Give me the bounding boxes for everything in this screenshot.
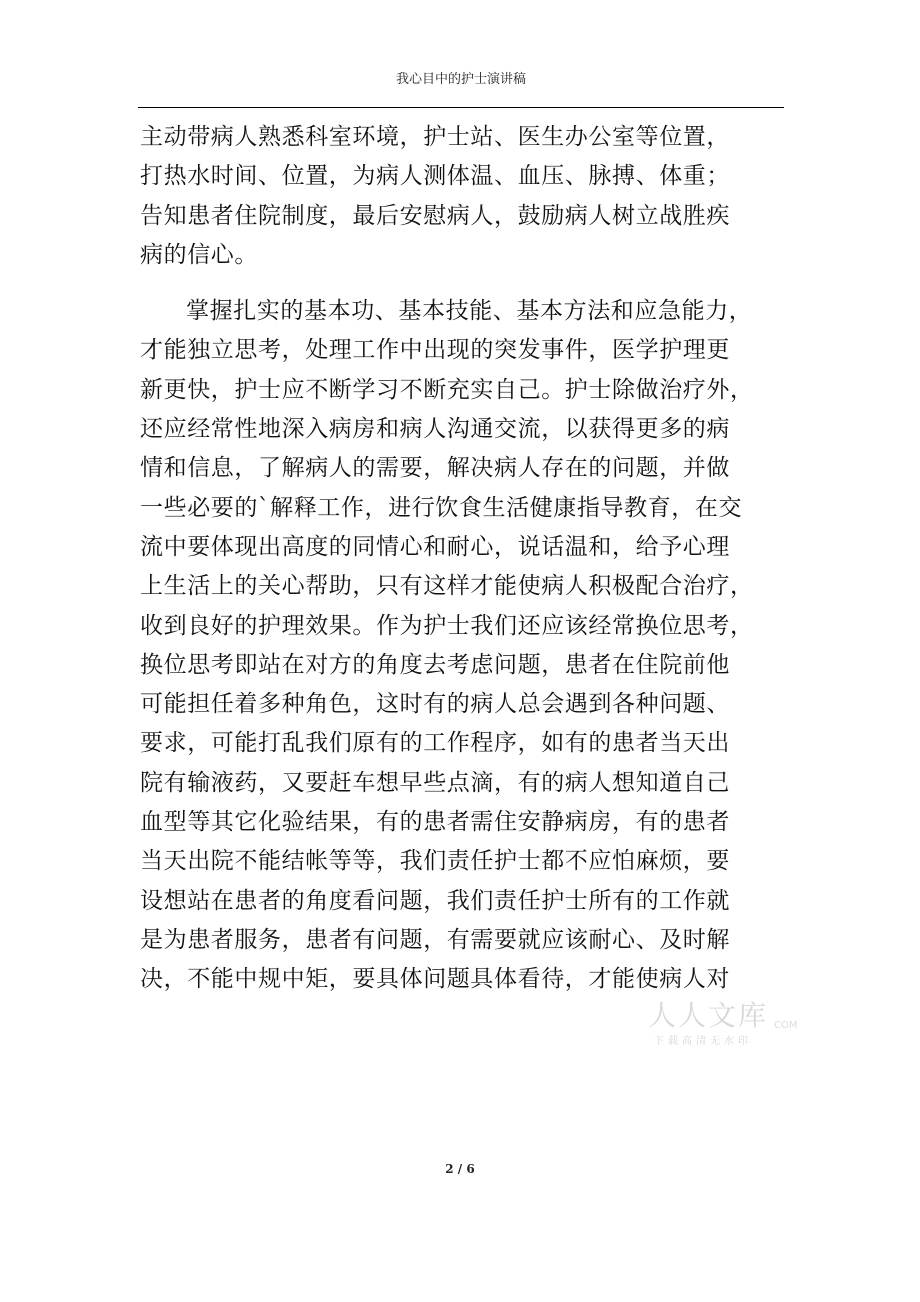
paragraph-2-line: 才能独立思考，处理工作中出现的突发事件，医学护理更 — [140, 337, 730, 364]
paragraph-1-line: 病的信心。 — [140, 241, 258, 268]
paragraph-2-line: 流中要体现出高度的同情心和耐心，说话温和，给予心理 — [140, 533, 730, 560]
paragraph-1-line: 主动带病人熟悉科室环境，护士站、医生办公室等位置， — [140, 124, 730, 150]
paragraph-2-line: 换位思考即站在对方的角度去考虑问题，患者在住院前他 — [140, 651, 730, 678]
paragraph-1-line: 告知患者住院制度，最后安慰病人，鼓励病人树立战胜疾 — [140, 202, 730, 229]
paragraph-2-line: 一些必要的`解释工作，进行饮食生活健康指导教育，在交 — [140, 494, 743, 521]
watermark-logo: 人人文库 — [648, 999, 769, 1032]
paragraph-2-line: 掌握扎实的基本功、基本技能、基本方法和应急能力， — [186, 298, 753, 325]
watermark-tagline: 下载高清无水印 — [654, 1036, 752, 1047]
page-number: 2 / 6 — [445, 1162, 475, 1176]
paragraph-2-line: 情和信息，了解病人的需要，解决病人存在的问题，并做 — [140, 455, 730, 482]
paragraph-2-line: 要求，可能打乱我们原有的工作程序，如有的患者当天出 — [140, 730, 730, 757]
watermark-suffix: COM — [774, 1020, 798, 1031]
paragraph-2-line: 可能担任着多种角色，这时有的病人总会遇到各种问题、 — [140, 691, 730, 718]
paragraph-2-line: 是为患者服务，患者有问题，有需要就应该耐心、及时解 — [140, 926, 730, 953]
paragraph-2-line: 院有输液药，又要赶车想早些点滴，有的病人想知道自己 — [140, 769, 730, 796]
paragraph-2-line: 设想站在患者的角度看问题，我们责任护士所有的工作就 — [140, 887, 730, 914]
page-header-title: 我心目中的护士演讲稿 — [395, 72, 526, 87]
paragraph-2-line: 当天出院不能结帐等等，我们责任护士都不应怕麻烦，要 — [140, 848, 730, 875]
paragraph-2-line: 收到良好的护理效果。作为护士我们还应该经常换位思考， — [140, 612, 754, 639]
paragraph-2-line: 血型等其它化验结果，有的患者需住安静病房，有的患者 — [140, 809, 730, 836]
header-divider — [138, 107, 784, 108]
paragraph-2-line: 还应经常性地深入病房和病人沟通交流，以获得更多的病 — [140, 416, 730, 443]
paragraph-2-line: 上生活上的关心帮助，只有这样才能使病人积极配合治疗， — [140, 573, 754, 600]
paragraph-1-line: 打热水时间、位置，为病人测体温、血压、脉搏、体重； — [140, 163, 730, 190]
paragraph-2-line: 新更快，护士应不断学习不断充实自己。护士除做治疗外， — [140, 376, 754, 403]
document-body — [140, 118, 780, 1000]
paragraph-2-line: 决，不能中规中矩，要具体问题具体看待，才能使病人对 — [140, 966, 730, 993]
watermark — [648, 999, 798, 1047]
